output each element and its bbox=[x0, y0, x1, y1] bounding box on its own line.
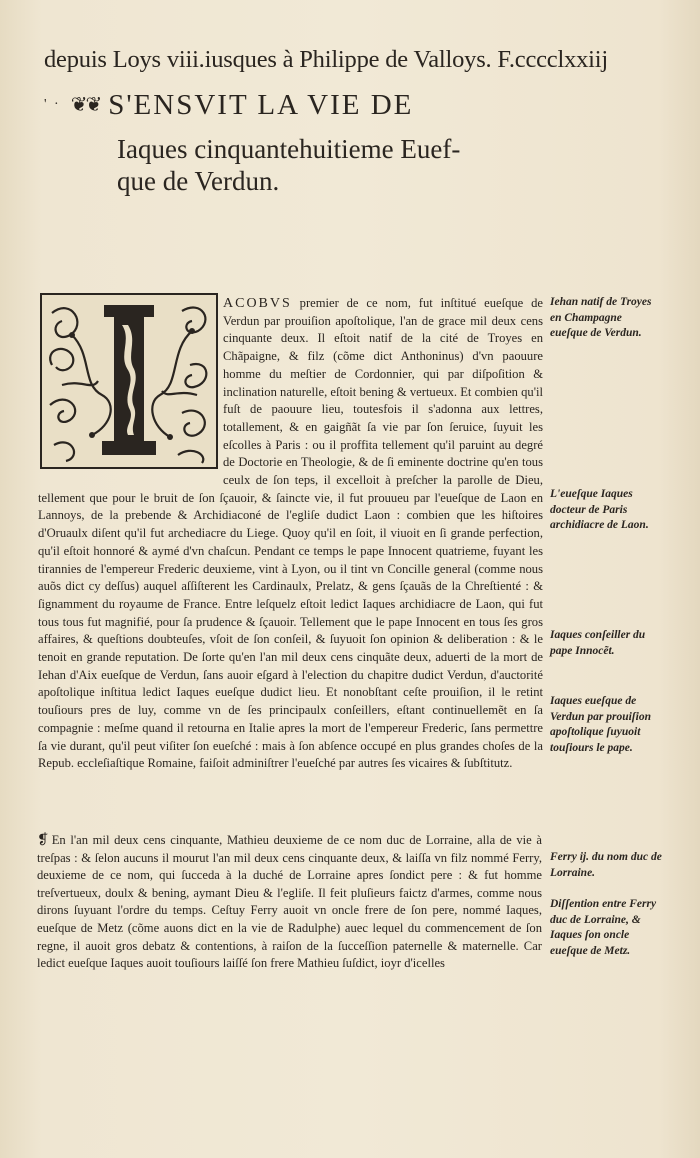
margin-note: Iaques eueſque de Verdun par prouiſion apoſtolique ſuyuoit touſiours le pape. bbox=[550, 695, 651, 754]
margin-note: L'eueſque Iaques docteur de Paris archidiacre de Laon. bbox=[550, 488, 649, 531]
body-paragraph-1 bbox=[38, 295, 543, 773]
chapter-title-text: S'ENSVIT LA VIE DE bbox=[108, 89, 414, 121]
chapter-title-line2: Iaques cinquantehuitieme Euef- bbox=[117, 134, 461, 164]
initial-space bbox=[38, 295, 223, 473]
paragraph-1-text: premier de ce nom, fut inſtitué eueſque de Verdun par prouiſion apoſtolique, l'an de grace mil deux cens cinquante deux. Il eſtoit natif de la cité de Troyes en Chãpaigne, & filz (cõme dict Anthoninus) d'vn paouure homme du meſtier de Cordonnier, qui par diſpoſition & inclination naturelle, eſtoit bening & vertueux. Et combien qu'il fuſt de paouure lieu, toutesfois il s'adonna aux lettres, totallement, & en gaigñãt ſa vie par ſon ſeruice, ſuyuit les eſcolles à Paris : ou il proffita tellement qu'il paruint au degré de Doctorie en Theologie, & de ſi eminente doctrine qu'en tous ceulx de ſon teps, il excelloit à preſcher la parolle de Dieu, tellement que pour le bruit de ſon ſçauoir, & ſaincte vie, il fut prouueu par l'eueſque de Laon en Lannoys, de la prebende & Archidiaconé de l'egliſe dudict Laon : combien que les hiſtoires d'Oruaulx diſent qu'il fut archediacre du Liege. Quoy qu'il en ſoit, il viuoit en ſi grande perfection, qu'il eſtoit honnoré & aymé d'vn chaſcun. Pendant ce temps le pape Innocent quatrieme, fuyant les tirannies de l'empereur Frederic deuxieme, vint à Lyon, ou il tint vn Concille general (comme nous auõs dict cy deſſus) auquel aſſiſterent les Cardinaulx, Prelatz, & gens ſçauãs de la Chreſtienté : & ſignamment du royaume de France. Entre leſquelz eſtoit ledict Iaques archidiacre de Laon, qui fut tous tous fut magnifié, pour ſa prudence & ſçauoir. Tellement que le pape Innocent en tous ſes gros affaires, & queſtions doubteuſes, vſoit de ſon conſeil, & ſuyuoit ſon opinion & deliberation : & le tenoit en grande reputation. De ſorte qu'en l'an mil deux cens cinquãte deux, aduerti de la mort de Iehan d'Aix eueſque de Verdun, ſans auoir eſgard à l'election du chapitre dudict Verdun, d'auctorité apoſtolique inſtitua ledict Iaques eueſque dudict lieu. Et nonobſtant ceſte prouiſion, il le retint touſiours pres de luy, comme vn de ſes principaulx conſeillers, eſtant continuellemẽt en ſa compagnie : meſme quand il retourna en Italie apres la mort de l'empereur Frederic, ſans permettre ſa vie durant, qu'il peut viſiter ſon eueſché : mais à ſon abſence occupé en plus grandes choſes de la Repub. eccleſiaſtique Romaine, faiſoit adminiſtrer l'eueſché par autres ſes vicaires & ſubſtitutz. bbox=[38, 296, 543, 771]
fleuron-ornament-icon: ❦❦ bbox=[70, 94, 101, 116]
margin-note: Diſſention entre Ferry duc de Lorraine, & Iaques ſon oncle eueſque de Metz. bbox=[550, 898, 657, 957]
lead-word: ACOBVS bbox=[223, 296, 292, 311]
title-marks: ' · bbox=[44, 97, 61, 112]
running-head: depuis Loys viii.iusques à Philippe de Valloys. F.cccclxxiij bbox=[44, 46, 609, 73]
chapter-title-line3: que de Verdun. bbox=[117, 166, 280, 196]
pilcrow-icon: ❡ bbox=[37, 833, 49, 848]
paragraph-2-text: En l'an mil deux cens cinquante, Mathieu deuxieme de ce nom duc de Lorraine, alla de vie à treſpas : & ſelon aucuns il mourut l'an mil deux cens cinquante deux, & laiſſa vn filz nommé Ferry, deuxieme de ce nom, qui ſucceda à la duché de Lorraine apres ſondict pere : & fut homme treſvertueux, doulx & bening, aymant Dieu & l'egliſe. Il feit pluſieurs faictz d'armes, comme nous dirons ſuyuant l'ordre du temps. Ceſtuy Ferry auoit vn oncle frere de ſon pere, nommé Iaques, eueſque de Metz (cõme auons dict en la vie de Radulphe) auec lequel du commencement de ſon regne, il auoit gros debatz & contentions, à raiſon de la ſucceſſion paternelle & maternelle. Car ledict eueſque Iaques auoit touſiours laiſſé ſon frere Mathieu ſuſdict, ioyr d'icelles bbox=[37, 833, 542, 971]
margin-note: Ferry ij. du nom duc de Lorraine. bbox=[550, 851, 662, 879]
body-paragraph-2 bbox=[37, 832, 542, 973]
margin-note: Iehan natif de Troyes en Champagne eueſque de Verdun. bbox=[550, 296, 652, 339]
chapter-title-line1 bbox=[44, 88, 664, 122]
margin-note: Iaques conſeiller du pape Innocẽt. bbox=[550, 629, 646, 657]
